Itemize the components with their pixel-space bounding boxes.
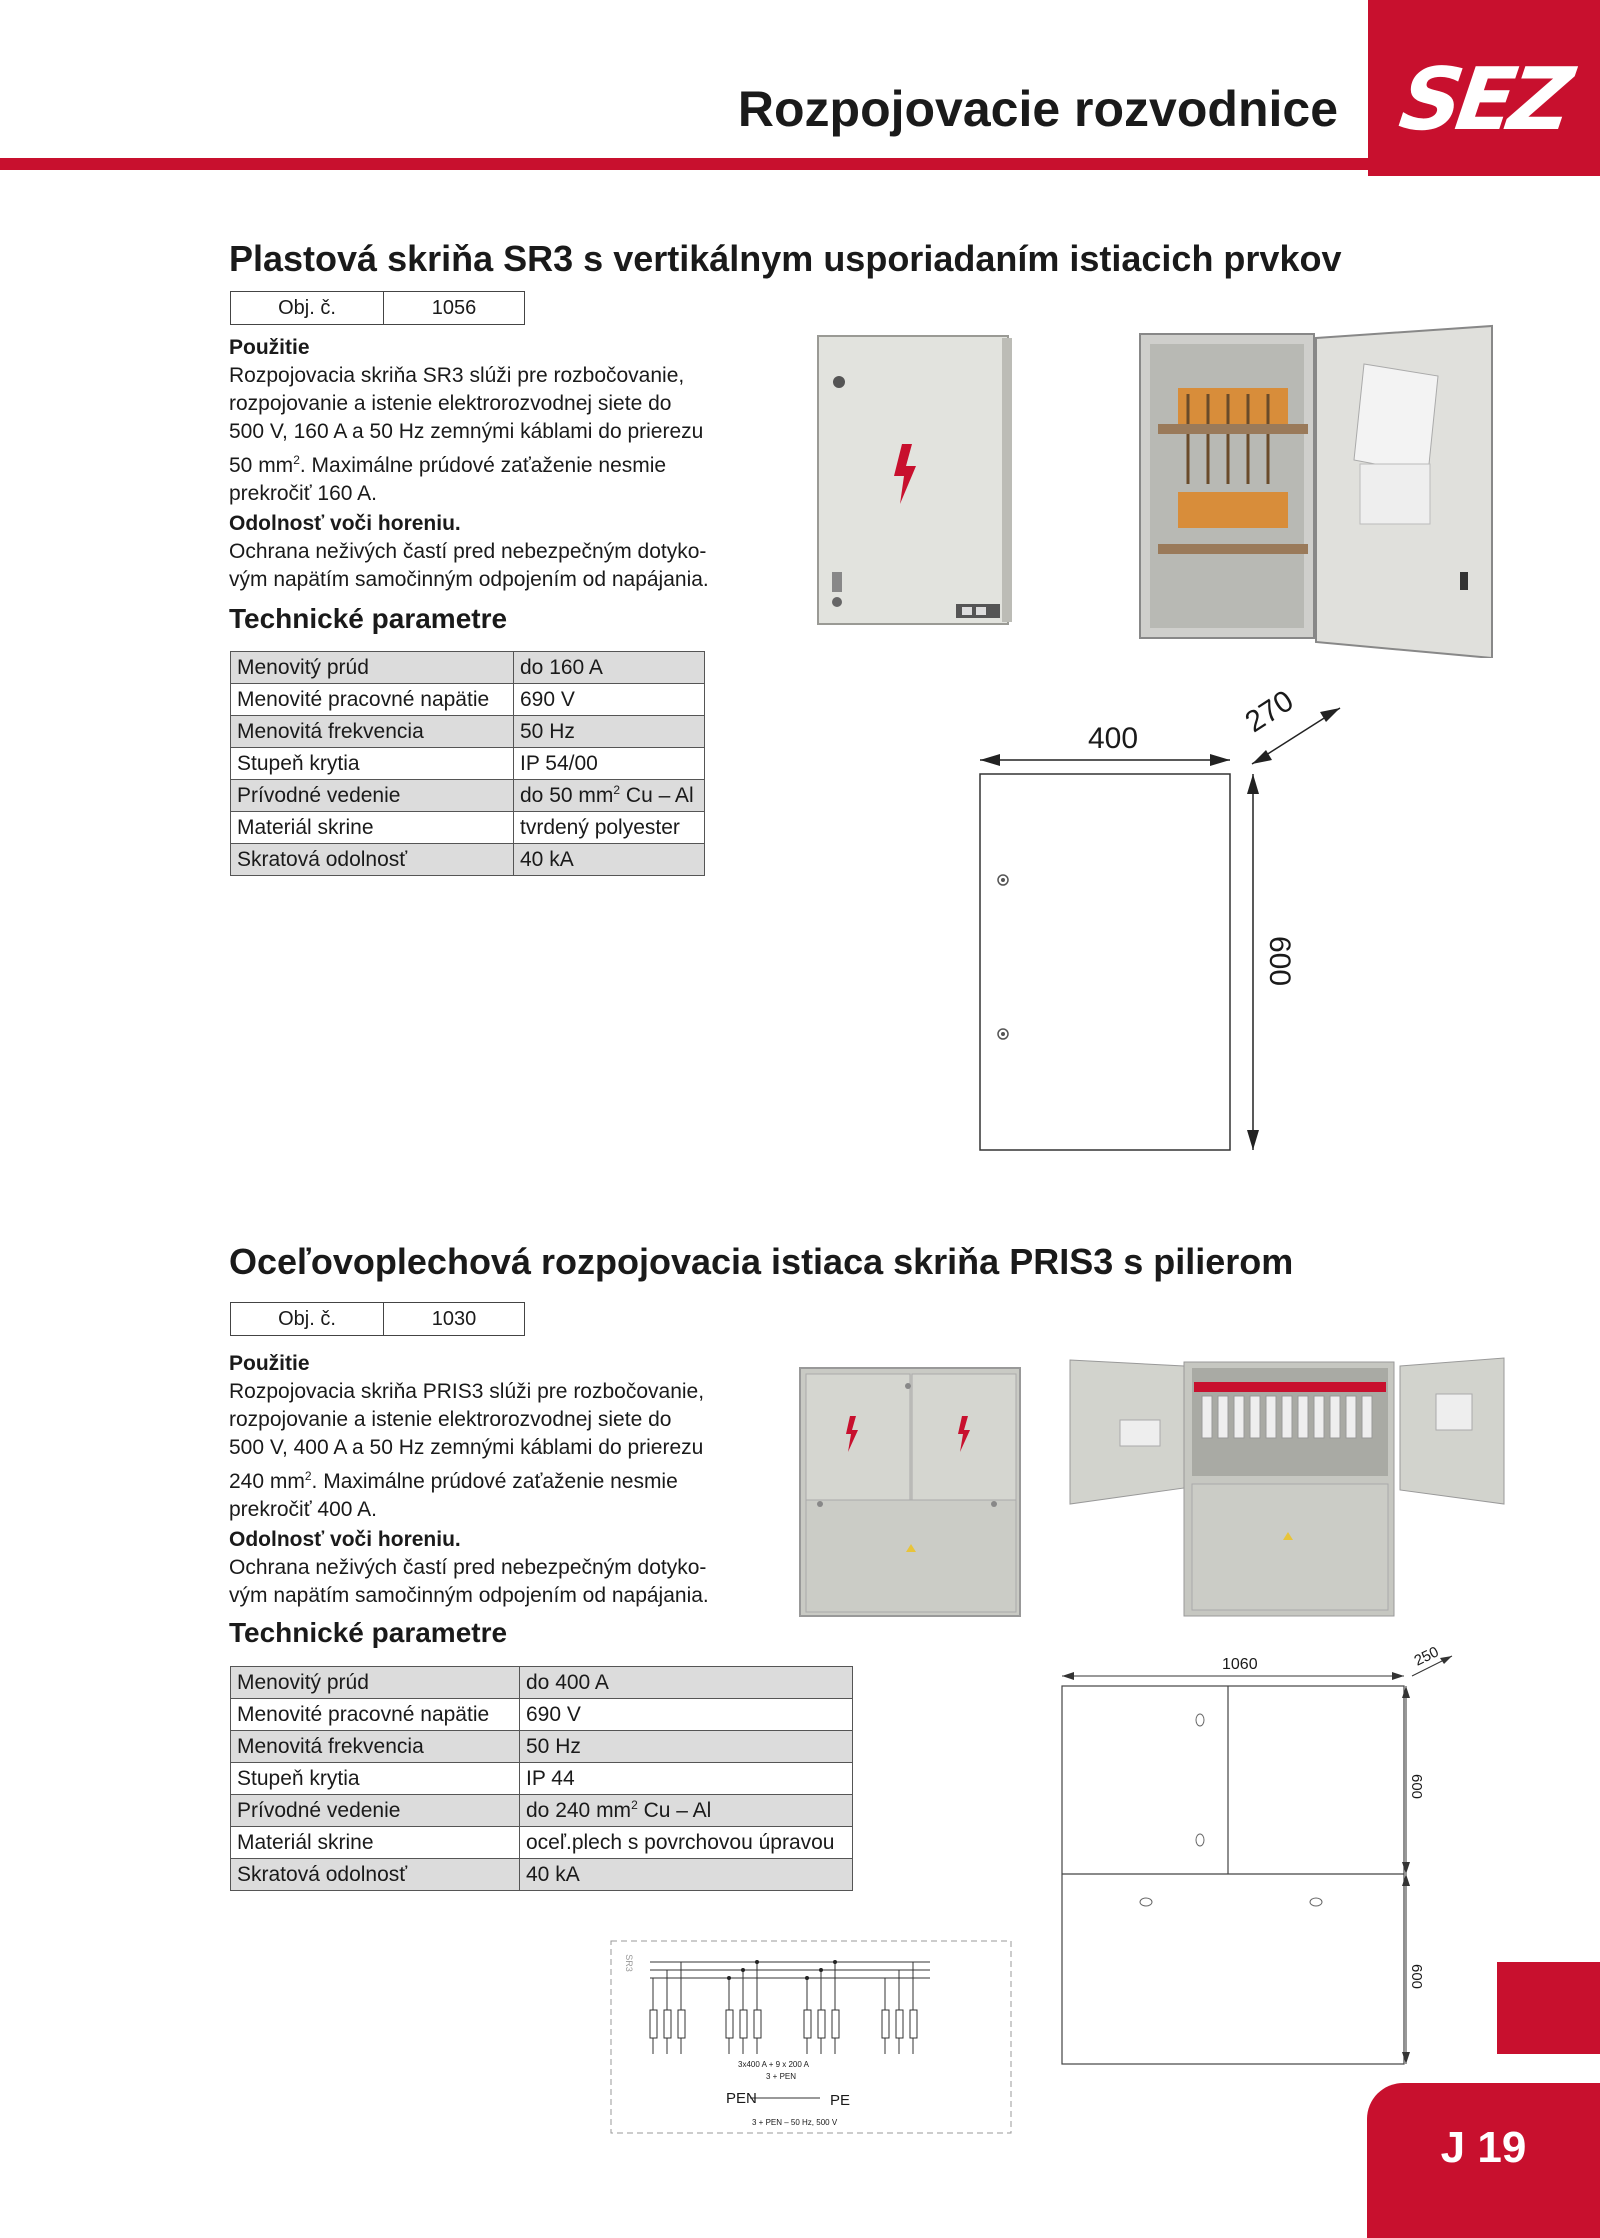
- param-name: Menovité pracovné napätie: [231, 684, 514, 716]
- param-value: 690 V: [514, 684, 705, 716]
- param-row: [231, 1667, 853, 1699]
- page-number: J 19: [1440, 2123, 1527, 2172]
- dim-height-top-label: 600: [1408, 1773, 1426, 1800]
- usage-line: prekročiť 160 A.: [229, 482, 377, 505]
- obj-value: 1030: [431, 1307, 477, 1330]
- param-name: Menovité pracovné napätie: [231, 1699, 520, 1731]
- section1-dimension-drawing: [970, 684, 1350, 1160]
- usage-line: rozpojovanie a istenie elektrorozvodnej siete do: [229, 1408, 672, 1431]
- section1-title: Plastová skriňa SR3 s vertikálnym usporiadaním istiacich prvkov: [229, 238, 1342, 279]
- param-row: [231, 1731, 853, 1763]
- section1-obj-box: [230, 291, 525, 325]
- schematic-label-pen-small: 3 + PEN: [766, 2072, 797, 2081]
- section1-params-heading: Technické parametre: [229, 603, 508, 634]
- page-number-tab: [1367, 2083, 1600, 2238]
- fire-line: vým napätím samočinným odpojením od napájania.: [229, 1584, 709, 1607]
- obj-label: Obj. č.: [231, 292, 384, 324]
- usage-line: 240 $mm^2$. Maximálne prúdové zaťaženie nesmie: [229, 1469, 678, 1493]
- param-value: do 50 $mm^2$ Cu – Al: [514, 780, 705, 812]
- schematic-pe: PE: [830, 2092, 851, 2109]
- param-name: Menovitá frekvencia: [231, 1731, 520, 1763]
- param-value: IP 54/00: [514, 748, 705, 780]
- param-row: [231, 684, 705, 716]
- header-rule: [0, 158, 1370, 170]
- schematic-pen: PEN: [726, 2090, 757, 2107]
- param-value: do 400 A: [520, 1667, 853, 1699]
- param-name: Menovitý prúd: [231, 652, 514, 684]
- usage-line: Rozpojovacia skriňa SR3 slúži pre rozbočovanie,: [229, 364, 685, 387]
- dim-height-bottom-label: 600: [1408, 1963, 1426, 1990]
- section2-dimension-drawing: [1054, 1643, 1464, 2068]
- dim-width-label: 400: [1088, 722, 1139, 755]
- dim-depth-label: 250: [1411, 1643, 1442, 1670]
- dim-depth-label: 270: [1239, 684, 1300, 740]
- usage-heading: Použitie: [229, 336, 310, 359]
- param-value: do 160 A: [514, 652, 705, 684]
- usage-line: rozpojovanie a istenie elektrorozvodnej siete do: [229, 392, 672, 415]
- param-row: [231, 1763, 853, 1795]
- fire-line: vým napätím samočinným odpojením od napájania.: [229, 568, 709, 591]
- dim-height-label: 600: [1263, 935, 1297, 987]
- section2-obj-box: [230, 1302, 525, 1336]
- usage-line: 500 V, 160 A a 50 Hz zemnými káblami do prierezu: [229, 420, 704, 443]
- param-name: Menovitá frekvencia: [231, 716, 514, 748]
- param-name: Menovitý prúd: [231, 1667, 520, 1699]
- param-value: 40 kA: [514, 844, 705, 876]
- param-row: [231, 844, 705, 876]
- param-name: Stupeň krytia: [231, 1763, 520, 1795]
- usage-line: prekročiť 400 A.: [229, 1498, 377, 1521]
- param-value: oceľ.plech s povrchovou úpravou: [520, 1827, 853, 1859]
- param-row: [231, 1699, 853, 1731]
- section2-usage: [229, 1350, 759, 1610]
- param-row: [231, 812, 705, 844]
- dim-width-label: 1060: [1222, 1656, 1258, 1673]
- section2-title: Oceľovoplechová rozpojovacia istiaca skriňa PRIS3 s pilierom: [229, 1241, 1294, 1282]
- pris3-open-photo: [1068, 1354, 1506, 1618]
- param-value: 40 kA: [520, 1859, 853, 1891]
- schematic-label-bottom: 3 + PEN – 50 Hz, 500 V: [752, 2118, 838, 2127]
- param-value: 690 V: [520, 1699, 853, 1731]
- fire-line: Ochrana neživých častí pred nebezpečným dotyko-: [229, 540, 707, 563]
- param-name: Prívodné vedenie: [231, 1795, 520, 1827]
- fire-heading: Odolnosť voči horeniu.: [229, 512, 461, 535]
- usage-line: 50 $mm^2$. Maximálne prúdové zaťaženie nesmie: [229, 453, 667, 477]
- obj-label: Obj. č.: [231, 1303, 384, 1335]
- param-value: IP 44: [520, 1763, 853, 1795]
- param-value: do 240 $mm^2$ Cu – Al: [520, 1795, 853, 1827]
- section2-params-heading: Technické parametre: [229, 1617, 508, 1648]
- param-name: Stupeň krytia: [231, 748, 514, 780]
- cabinet-closed-photo: [816, 334, 1015, 628]
- param-row: [231, 1859, 853, 1891]
- section1-usage: [229, 334, 759, 594]
- section1-params-table: [230, 651, 705, 876]
- page-title: Rozpojovacie rozvodnice: [737, 81, 1338, 137]
- usage-line: Rozpojovacia skriňa PRIS3 slúži pre rozbočovanie,: [229, 1380, 705, 1403]
- section2-params-table: [230, 1666, 853, 1891]
- param-value: 50 Hz: [514, 716, 705, 748]
- param-name: Materiál skrine: [231, 812, 514, 844]
- schematic-label-top: 3x400 A + 9 x 200 A: [738, 2060, 809, 2069]
- param-value: 50 Hz: [520, 1731, 853, 1763]
- pris3-closed-photo: [798, 1366, 1022, 1618]
- logo-block: [1368, 0, 1600, 176]
- cabinet-open-photo: [1138, 324, 1494, 658]
- param-row: [231, 1827, 853, 1859]
- param-value: tvrdený polyester: [514, 812, 705, 844]
- param-name: Prívodné vedenie: [231, 780, 514, 812]
- side-red-marker: [1497, 1962, 1600, 2054]
- usage-line: 500 V, 400 A a 50 Hz zemnými káblami do prierezu: [229, 1436, 704, 1459]
- fire-heading: Odolnosť voči horeniu.: [229, 1528, 461, 1551]
- param-name: Materiál skrine: [231, 1827, 520, 1859]
- param-row: [231, 748, 705, 780]
- param-name: Skratová odolnosť: [231, 1859, 520, 1891]
- param-row: [231, 1795, 853, 1827]
- obj-value: 1056: [431, 296, 477, 319]
- usage-heading: Použitie: [229, 1352, 310, 1375]
- param-row: [231, 716, 705, 748]
- param-row: [231, 652, 705, 684]
- schematic-side-label: SR3: [623, 1954, 634, 1972]
- fire-line: Ochrana neživých častí pred nebezpečným dotyko-: [229, 1556, 707, 1579]
- sez-logo: SEZ: [1394, 50, 1574, 150]
- wiring-schematic: [610, 1940, 1012, 2134]
- param-row: [231, 780, 705, 812]
- param-name: Skratová odolnosť: [231, 844, 514, 876]
